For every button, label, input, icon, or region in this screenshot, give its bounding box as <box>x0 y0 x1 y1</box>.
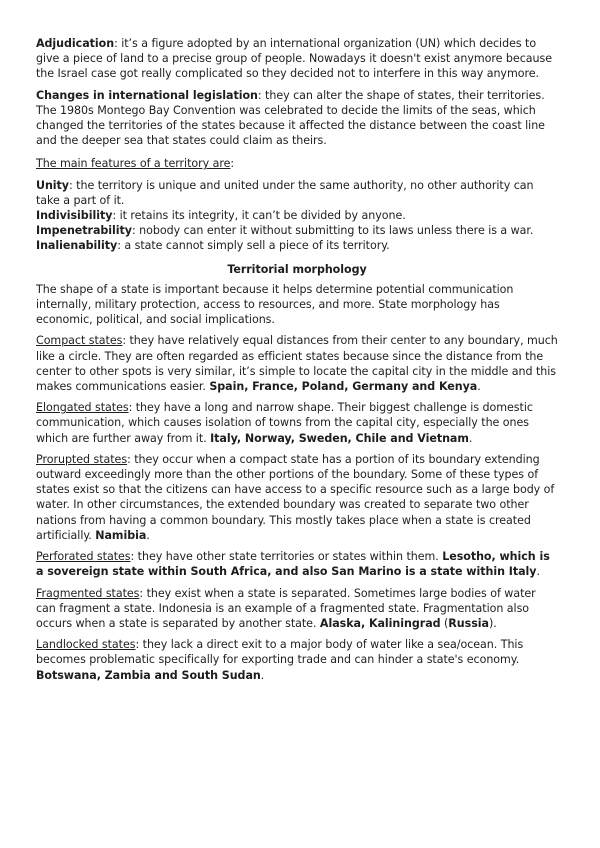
changes-paragraph <box>36 88 558 149</box>
perforated-paragraph <box>36 549 558 579</box>
prorupted-paragraph <box>36 452 558 543</box>
document-page <box>36 36 558 683</box>
fragmented-end: ). <box>488 616 497 630</box>
adjudication-term: Adjudication <box>36 37 115 50</box>
fragmented-paragraph <box>36 586 558 632</box>
perforated-text: : they have other state territories or states within them. <box>130 550 443 564</box>
morphology-intro: The shape of a state is important because it helps determine potential communication internally, military protection, access to resources, and more. State morphology has economic, political, and social implications. <box>36 282 514 327</box>
compact-end: . <box>477 380 481 394</box>
feature-text: : a state cannot simply sell a piece of its territory. <box>117 239 390 253</box>
fragmented-examples: Alaska, Kaliningrad <box>319 616 441 630</box>
fragmented-paren: ( <box>440 616 449 630</box>
fragmented-text: : they exist when a state is separated. Sometimes large bodies of water can fragment a state. Indonesia is an example of a fragmented state. Fragmentation also occurs when a state is separated by another state. <box>36 586 536 630</box>
feature-term: Unity <box>36 178 69 192</box>
feature-text: : nobody can enter it without submitting to its laws unless there is a war. <box>131 224 534 238</box>
compact-text: : they have relatively equal distances from their center to any boundary, much like a circle. They are often regarded as efficient states because since the distance from the center to other spots is very similar, it’s simple to locate the capital city in the middle and this makes communications easier. <box>36 334 558 394</box>
changes-term: Changes in international legislation <box>36 88 258 102</box>
feature-term: Inalienability <box>36 239 118 253</box>
elongated-text: : they have a long and narrow shape. Their biggest challenge is domestic communication, which causes isolation of towns from the capital city, especially the ones which are further away from it. <box>36 401 533 445</box>
features-intro-colon: : <box>230 157 235 171</box>
elongated-end: . <box>468 431 473 445</box>
landlocked-end: . <box>260 668 265 682</box>
feature-text: : it retains its integrity, it can’t be divided by anyone. <box>112 209 406 223</box>
elongated-paragraph <box>36 400 558 446</box>
perforated-examples: Lesotho, which is a sovereign state within South Africa, and also San Marino is a state within Italy <box>36 550 550 579</box>
adjudication-text: : it’s a figure adopted by an international organization (UN) which decides to give a piece of land to a precise group of people. Nowadays it doesn't exist anymore because the Israel case got really complicated so they decided not to interfere in this way anymore. <box>36 37 552 81</box>
feature-text: : the territory is unique and united under the same authority, no other authority can take a part of it. <box>36 178 534 207</box>
features-intro <box>36 156 558 171</box>
compact-examples: Spain, France, Poland, Germany and Kenya <box>209 380 478 394</box>
feature-term: Impenetrability <box>36 224 132 238</box>
elongated-term: Elongated states <box>36 401 129 415</box>
feature-item <box>36 238 558 253</box>
fragmented-examples-2: Russia <box>448 616 489 630</box>
prorupted-examples: Namibia <box>95 528 147 542</box>
compact-paragraph <box>36 333 558 394</box>
perforated-end: . <box>536 565 540 579</box>
perforated-term: Perforated states <box>36 550 131 564</box>
feature-item <box>36 223 558 238</box>
section-heading: Territorial morphology <box>227 262 367 276</box>
elongated-examples: Italy, Norway, Sweden, Chile and Vietnam <box>210 431 469 445</box>
adjudication-paragraph <box>36 36 558 82</box>
feature-item <box>36 178 558 208</box>
landlocked-examples: Botswana, Zambia and South Sudan <box>36 668 261 682</box>
fragmented-term: Fragmented states <box>36 586 140 600</box>
prorupted-end: . <box>146 528 150 542</box>
prorupted-term: Prorupted states <box>36 452 128 466</box>
compact-term: Compact states <box>36 334 123 348</box>
prorupted-text: : they occur when a compact state has a portion of its boundary extending outward exceedingly more than the other portions of the boundary. Some of these types of states exist so that the citizens can have access to a specific resource such as a large body of water. In other circumstances, the extended boundary was created to separate two other nations from having a common boundary. This mostly takes place when a state is created artificially. <box>36 452 555 542</box>
landlocked-term: Landlocked states <box>36 638 136 652</box>
landlocked-text: : they lack a direct exit to a major body of water like a sea/ocean. This becomes problematic specifically for exporting trade and can hinder a state's economy. <box>36 638 524 667</box>
feature-item <box>36 208 558 223</box>
feature-term: Indivisibility <box>36 209 113 223</box>
features-intro-text: The main features of a territory are <box>36 157 231 171</box>
changes-text: : they can alter the shape of states, their territories. The 1980s Montego Bay Convention was celebrated to decide the limits of the seas, which changed the territories of the states because it affected the distance between the coast line and the deeper sea that states could claim as theirs. <box>36 88 545 148</box>
landlocked-paragraph <box>36 637 558 683</box>
